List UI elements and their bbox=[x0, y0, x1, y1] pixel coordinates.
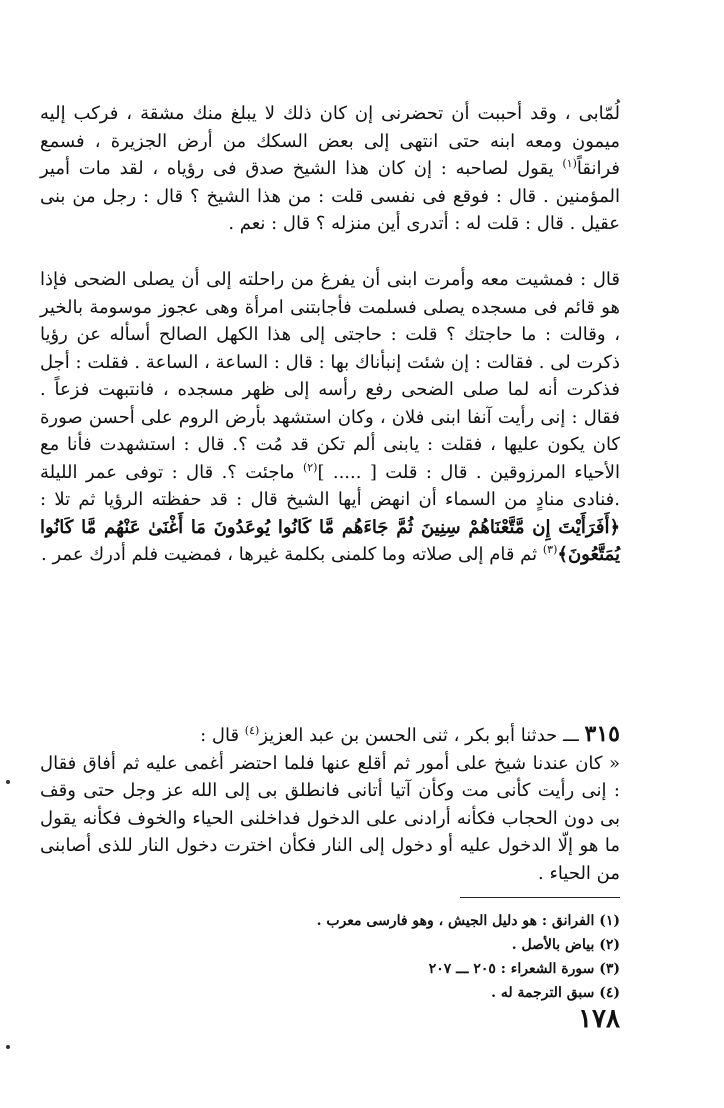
scan-edge-mark bbox=[6, 780, 10, 784]
paragraph-2-continued: ماجئت ؟. قال : توفى عمر الليلة .فنادى منادٍ من السماء أن انهض أيها الشيخ قال : قد حفظته الرؤيا ثم تلا : bbox=[40, 461, 620, 510]
page-number: ١٧٨ bbox=[578, 1004, 620, 1034]
hadith-chain-end: قال : bbox=[200, 725, 245, 746]
hadith-number: ٣١٥ bbox=[584, 721, 620, 747]
paragraph-3-text: « كان عندنا شيخ على أمور ثم أقلع عنها فلما احتضر أغمى عليه ثم أفاق فقال : إنى رأيت كأنى مت وكأن آتيا أتانى فانطلق بى إلى الله عز وجل حتى وقف بى دون الحجاب فكأنه أرادنى على الدخول فداخلنى الحياء والخوف فكأنه يقول ما هو إلّا الدخول عليه أو دخول إلى النار فكأن اخترت دخول النار للذى أصابنى من الحياء . bbox=[40, 752, 620, 884]
footnotes bbox=[280, 909, 620, 1005]
paragraph-2-end: ثم قام إلى صلاته وما كلمنى بكلمة غيرها ، فمضيت فلم أدرك عمر . bbox=[41, 544, 543, 565]
scan-edge-mark bbox=[6, 1045, 10, 1049]
paragraph-2 bbox=[40, 266, 620, 569]
footnote-4: (٤) سبق الترجمة له . bbox=[491, 985, 620, 1001]
paragraph-1 bbox=[40, 100, 620, 238]
paragraph-1-text: لُمّابى ، وقد أحببت أن تحضرنى إن كان ذلك لا يبلغ منك مشقة ، فركب إليه ميمون ومعه ابنه حتى انتهى إلى بعض السكك من أرض الجزيرة ، فسمع فرانقاً$^{(١)}$ يقول لصاحبه : إن كان هذا الشيخ صدق فى رؤياه ، لقد مات أمير المؤمنين . قال : فوقع فى نفسى قلت : من هذا الشيخ ؟ قال : رجل من بنى عقيل . قال : قلت له : أتدرى أين منزله ؟ قال : نعم . bbox=[40, 103, 620, 234]
hadith-315 bbox=[40, 721, 620, 887]
footnote-1: (١) الفرانق : هو دليل الجيش ، وهو فارسى معرب . bbox=[316, 913, 620, 929]
footnote-marker-1: (١) bbox=[562, 157, 577, 170]
footnote-marker-3: (٣) bbox=[542, 543, 558, 556]
footnote-marker-2: (٢) bbox=[302, 460, 318, 474]
quran-verse: ﴿أَفَرَأَيْتَ إِن مَّتَّعْنَاهُمْ سِنِينَ ثُمَّ جَاءَهُم مَّا كَانُوا يُوعَدُونَ مَا أَغْنَىٰ عَنْهُم مَّا كَانُوا يُمَتَّعُونَ﴾ bbox=[40, 516, 620, 565]
footnote-3: (٣) سورة الشعراء : ٢٠٥ ـــ ٢٠٧ bbox=[428, 961, 620, 977]
hadith-chain: ـــ حدثنا أبو بكر ، ثنى الحسن بن عبد العزيز bbox=[259, 725, 585, 746]
footnote-marker-4: (٤) bbox=[244, 724, 260, 737]
footnote-divider bbox=[460, 897, 620, 898]
footnote-2: (٢) بياض بالأصل . bbox=[511, 937, 620, 953]
paragraph-2-text: قال : فمشيت معه وأمرت ابنى أن يفرغ من راحلته إلى أن يصلى الضحى فإذا هو قائم فى مسجده يصلى فسلمت فأجابتنى امرأة وهى عجوز موسومة بالخير ، وقالت : ما حاجتك ؟ قلت : حاجتى إلى هذا الكهل الصالح أسأله عن رؤيا ذكرت لى . فقالت : إن شئت إنبأناك بها : قال : الساعة ، الساعة . فقلت : أجل فذكرت أنه لما صلى الضحى رفع رأسه إلى ظهر مسجده ، فانتبهت فزعاً . فقال : إنى رأيت آنفا ابنى فلان ، وكان استشهد بأرض الروم على أحسن صورة كان يكون عليها ، فقلت : يابنى ألم تكن قد مُت ؟. قال : استشهدت فأنا مع الأحياء المرزوقين . قال : قلت [ ..... ] bbox=[40, 269, 620, 483]
